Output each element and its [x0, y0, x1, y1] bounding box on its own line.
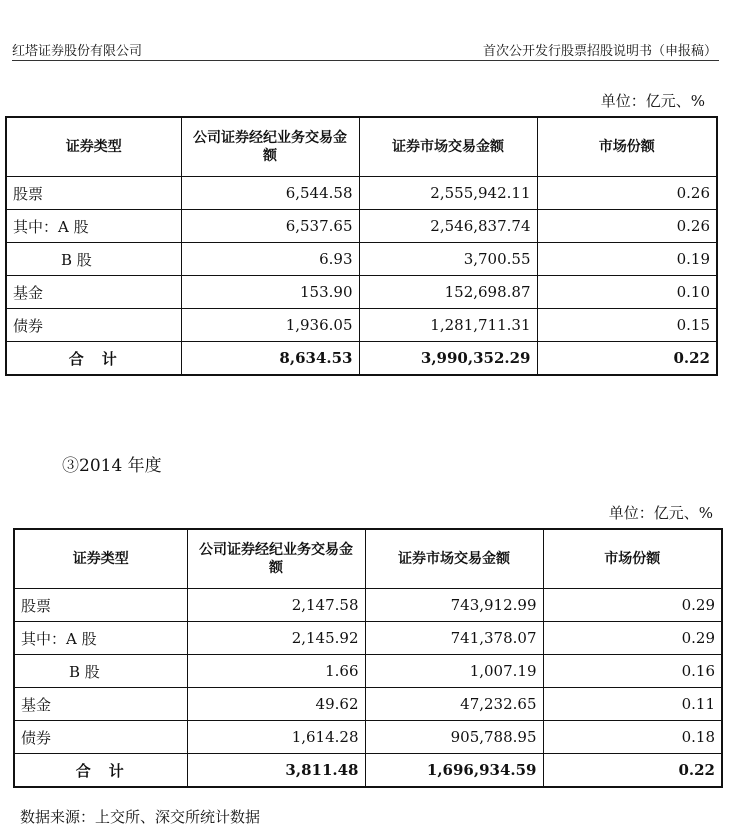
row-market-amount: 1,007.19: [365, 655, 543, 688]
table2-unit: 单位：亿元、%: [608, 504, 713, 522]
header-market-amount: 证券市场交易金额: [359, 117, 537, 177]
table-header-row: [14, 529, 722, 589]
row-market-amount: 2,546,837.74: [359, 210, 537, 243]
section-title-2014: ③2014 年度: [62, 456, 162, 476]
table-row: [14, 655, 722, 688]
total-market-amount: 3,990,352.29: [359, 342, 537, 376]
total-market-share: 0.22: [543, 754, 722, 788]
row-market-amount: 152,698.87: [359, 276, 537, 309]
row-company-amount: 2,147.58: [187, 589, 365, 622]
row-type: 基金: [6, 276, 181, 309]
row-market-amount: 47,232.65: [365, 688, 543, 721]
total-row: [6, 342, 717, 376]
data-source-note: 数据来源：上交所、深交所统计数据: [20, 808, 261, 826]
row-company-amount: 2,145.92: [187, 622, 365, 655]
total-company-amount: 8,634.53: [181, 342, 359, 376]
table-row: [6, 243, 717, 276]
total-label: 合计: [6, 342, 181, 376]
total-row: [14, 754, 722, 788]
row-type: 股票: [6, 177, 181, 210]
table1-unit: 单位：亿元、%: [600, 92, 705, 110]
row-company-amount: 6.93: [181, 243, 359, 276]
row-type: B 股: [14, 655, 187, 688]
row-company-amount: 6,544.58: [181, 177, 359, 210]
row-type: B 股: [6, 243, 181, 276]
row-market-share: 0.15: [537, 309, 717, 342]
table-row: [6, 177, 717, 210]
table-row: [14, 721, 722, 754]
row-market-amount: 741,378.07: [365, 622, 543, 655]
brokerage-table-2014: [13, 528, 723, 788]
document-title: 首次公开发行股票招股说明书（申报稿）: [482, 44, 717, 59]
row-market-share: 0.19: [537, 243, 717, 276]
row-market-share: 0.11: [543, 688, 722, 721]
header-market-amount: 证券市场交易金额: [365, 529, 543, 589]
row-company-amount: 153.90: [181, 276, 359, 309]
row-company-amount: 1,614.28: [187, 721, 365, 754]
row-market-amount: 1,281,711.31: [359, 309, 537, 342]
row-company-amount: 1.66: [187, 655, 365, 688]
row-type: 基金: [14, 688, 187, 721]
row-market-share: 0.26: [537, 177, 717, 210]
row-company-amount: 1,936.05: [181, 309, 359, 342]
row-market-amount: 743,912.99: [365, 589, 543, 622]
row-market-share: 0.16: [543, 655, 722, 688]
header-security-type: 证券类型: [14, 529, 187, 589]
row-market-share: 0.26: [537, 210, 717, 243]
header-market-share: 市场份额: [537, 117, 717, 177]
header-security-type: 证券类型: [6, 117, 181, 177]
row-type: 其中：A 股: [14, 622, 187, 655]
table-row: [14, 589, 722, 622]
row-type: 债券: [6, 309, 181, 342]
header-market-share: 市场份额: [543, 529, 722, 589]
table-row: [6, 210, 717, 243]
brokerage-table-1: [5, 116, 718, 376]
row-type: 其中：A 股: [6, 210, 181, 243]
total-market-share: 0.22: [537, 342, 717, 376]
table-row: [14, 622, 722, 655]
row-market-share: 0.10: [537, 276, 717, 309]
table-row: [6, 276, 717, 309]
row-market-amount: 3,700.55: [359, 243, 537, 276]
total-label: 合计: [14, 754, 187, 788]
row-company-amount: 6,537.65: [181, 210, 359, 243]
company-name: 红塔证券股份有限公司: [12, 44, 143, 59]
row-type: 债券: [14, 721, 187, 754]
row-company-amount: 49.62: [187, 688, 365, 721]
row-market-amount: 2,555,942.11: [359, 177, 537, 210]
page-header: [12, 38, 719, 61]
row-market-share: 0.29: [543, 589, 722, 622]
header-company-amount: 公司证券经纪业务交易金额: [187, 529, 365, 589]
header-company-amount: 公司证券经纪业务交易金额: [181, 117, 359, 177]
total-company-amount: 3,811.48: [187, 754, 365, 788]
row-market-share: 0.29: [543, 622, 722, 655]
table-row: [6, 309, 717, 342]
row-market-share: 0.18: [543, 721, 722, 754]
row-market-amount: 905,788.95: [365, 721, 543, 754]
total-market-amount: 1,696,934.59: [365, 754, 543, 788]
table-row: [14, 688, 722, 721]
table-header-row: [6, 117, 717, 177]
row-type: 股票: [14, 589, 187, 622]
